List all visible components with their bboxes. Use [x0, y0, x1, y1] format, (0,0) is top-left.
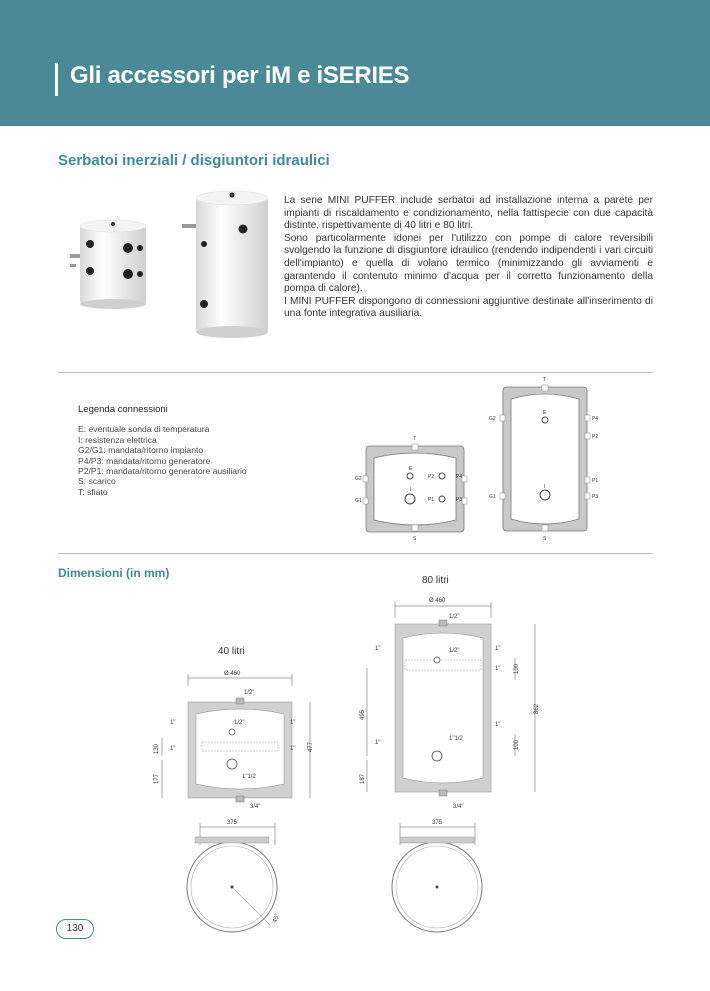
schem-label: G1	[489, 494, 496, 500]
connections-legend	[78, 405, 247, 497]
schem-label: G2	[355, 476, 362, 482]
schem-label: S	[543, 536, 547, 542]
dim-text: Ø 460	[429, 598, 446, 604]
tank-80-label: 80 litri	[422, 575, 449, 586]
dim-text: 1"	[375, 646, 381, 652]
dim-text: 1"	[495, 666, 501, 672]
schem-label: P1	[592, 478, 599, 484]
tank-40-plan-view	[180, 815, 300, 935]
dim-text: 100	[514, 663, 520, 674]
dim-text: 375	[432, 820, 443, 826]
schem-label: T	[543, 377, 547, 383]
legend-item: S: scarico	[78, 476, 116, 487]
dim-text: 1/2"	[244, 690, 255, 696]
dim-text: 187	[360, 773, 366, 784]
tank-80-photo	[182, 191, 268, 338]
schematic-80-litri	[485, 375, 610, 543]
dim-text: 495	[360, 709, 366, 720]
legend-item: P4/P3: mandata/ritorno generatore	[78, 455, 211, 466]
dim-text: 1"	[170, 720, 176, 726]
dim-text: 1"	[495, 646, 501, 652]
description-paragraph: La serie MINI PUFFER include serbatoi ad installazione interna a parete per impianti di riscaldamento e condizionamento, nella fattispecie con due capacità distinte, rispettivamente di 40 litri e 80 litri.	[284, 195, 653, 232]
product-photo	[58, 184, 274, 344]
dim-text: 1/2"	[449, 648, 460, 654]
description-paragraph: I MINI PUFFER dispongono di connessioni aggiuntive destinate all'inserimento di una fonte integrativa ausiliaria.	[284, 295, 653, 320]
legend-item: T: sfiato	[78, 486, 108, 497]
dim-text: 1/2"	[234, 720, 245, 726]
section-title: Serbatoi inerziali / disgiuntori idraulici	[58, 152, 330, 169]
page-title: Gli accessori per iM e iSERIES	[70, 62, 410, 89]
dim-text: 1"1/2	[449, 736, 463, 742]
schem-label: P4	[592, 416, 599, 422]
schematic-40-litri	[350, 432, 480, 542]
legend-title: Legenda connessioni	[78, 404, 168, 415]
dim-text: Ø 460	[224, 671, 241, 677]
schem-label: E	[543, 410, 547, 416]
schem-label: P1	[428, 497, 435, 503]
dim-text: 1/2"	[449, 614, 460, 620]
schem-label: P3	[456, 497, 463, 503]
header-accent-bar	[55, 63, 58, 96]
schem-label: G2	[489, 416, 496, 422]
dim-text: 1"	[170, 746, 176, 752]
schem-label: G1	[355, 498, 362, 504]
description-paragraph: Sono particolarmente idonei per l'utilizzo con pompe di calore reversibili svolgendo la funzione di disgiuntore idraulico (rendendo indipendenti i vari circuiti dell'impianto) e quella di volano termico (minimizzando gli avviamenti e garantendo il contenuto minimo d'acqua per il corretto funzionamento della pompa di calore).	[284, 232, 653, 295]
legend-item: I: resistenza elettrica	[78, 434, 157, 445]
schem-label: P2	[592, 434, 599, 440]
schem-label: E	[409, 466, 413, 472]
schem-label: P3	[592, 494, 599, 500]
dim-text: 45°	[272, 913, 281, 924]
legend-item: P2/P1: mandata/ritorno generatore ausiliario	[78, 466, 247, 477]
schem-label: P2	[428, 474, 435, 480]
dim-text: 477	[308, 741, 314, 752]
schem-label: I	[544, 484, 546, 490]
dim-text: 1"	[290, 720, 296, 726]
dim-text: 1"	[375, 740, 381, 746]
tank-40-drawing	[150, 660, 330, 810]
dim-text: 100	[514, 739, 520, 750]
dim-text: 3/4"	[250, 804, 261, 810]
schem-label: P4	[456, 474, 463, 480]
divider	[58, 553, 653, 554]
legend-item: E: eventuale sonda di temperatura	[78, 424, 210, 435]
dim-text: 1"1/2	[242, 774, 256, 780]
dim-text: 1"	[495, 722, 501, 728]
schem-label: S	[413, 536, 417, 542]
dim-text: 375	[227, 820, 238, 826]
tank-80-drawing	[355, 588, 545, 813]
tank-40-label: 40 litri	[218, 646, 245, 657]
tank-80-plan-view	[375, 815, 495, 935]
divider	[58, 372, 653, 373]
dim-text: 1"	[290, 746, 296, 752]
dim-text: 862	[534, 703, 540, 714]
schem-label: T	[413, 436, 417, 442]
dim-text: 130	[154, 743, 160, 754]
dim-text: 3/4"	[453, 804, 464, 810]
tank-40-photo	[70, 220, 146, 309]
page-number: 130	[56, 919, 94, 939]
product-description	[284, 195, 653, 321]
dim-text: 177	[154, 773, 160, 784]
schem-label: I	[410, 487, 412, 493]
page-header	[0, 0, 710, 126]
legend-item: G2/G1: mandata/ritorno impianto	[78, 445, 204, 456]
dimensions-title: Dimensioni (in mm)	[58, 566, 170, 580]
